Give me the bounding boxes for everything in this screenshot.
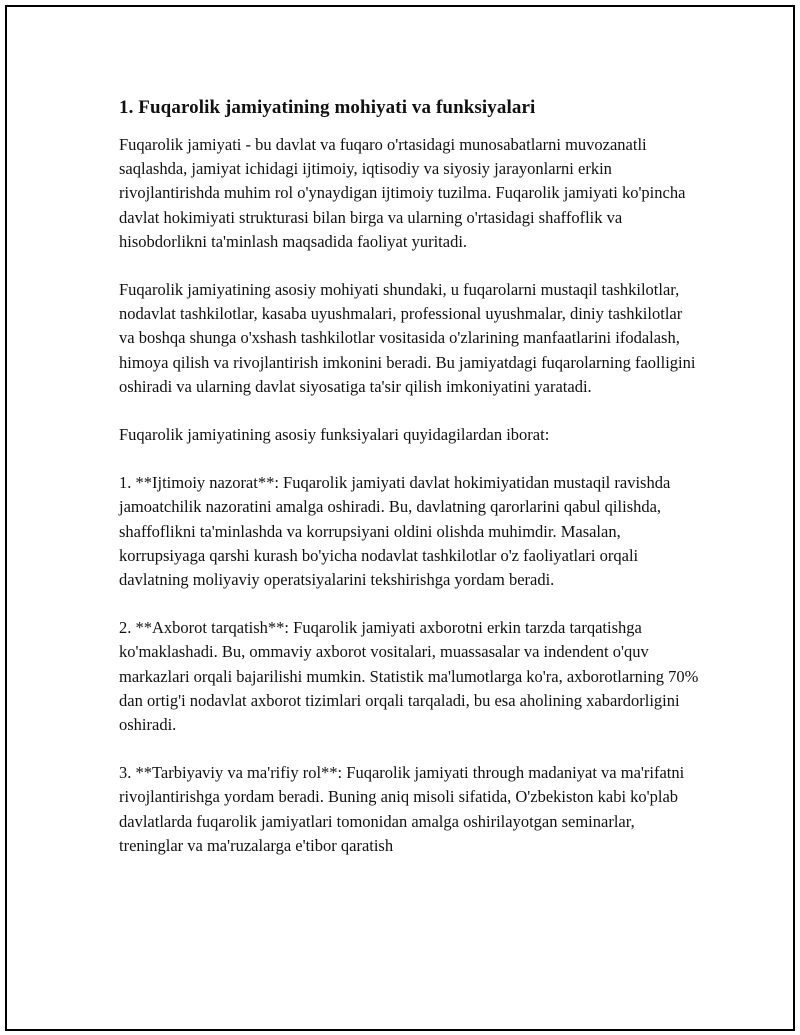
paragraph-function-education: 3. **Tarbiyaviy va ma'rifiy rol**: Fuqarolik jamiyati through madaniyat va ma'rifatni rivojlantirishga yordam beradi. Buning aniq misoli sifatida, O'zbekiston kabi ko'plab davlatlarda fuqarolik jamiyatlari tomonidan amalga oshirilayotgan seminarlar, treninglar va ma'ruzalarga e'tibor qaratish xyxy=(119,763,685,855)
paragraph-function-information: 2. **Axborot tarqatish**: Fuqarolik jamiyati axborotni erkin tarzda tarqatishga ko'maklashadi. Bu, ommaviy axborot vositalari, muassasalar va indendent o'quv markazlari orqali bajarilishi mumkin. Statistik ma'lumotlarga ko'ra, axborotlarning 70% dan ortig'i nodavlat axborot tizimlari orqali tarqaladi, bu esa aholining xabardorligini oshiradi. xyxy=(119,618,699,735)
paragraph-functions-intro: Fuqarolik jamiyatining asosiy funksiyalari quyidagilardan iborat: xyxy=(119,425,550,445)
document-body xyxy=(119,95,699,882)
paragraph-definition: Fuqarolik jamiyati - bu davlat va fuqaro o'rtasidagi munosabatlarni muvozanatli saqlashda, jamiyat ichidagi ijtimoiy, iqtisodiy va siyosiy jarayonlarni erkin rivojlantirishda muhim rol o'ynaydigan ijtimoiy tuzilma. Fuqarolik jamiyati ko'pincha davlat hokimiyati strukturasi bilan birga va ularning o'rtasidagi shaffoflik va hisobdorlikni ta'minlash maqsadida faoliyat yuritadi. xyxy=(119,135,686,251)
section-heading: 1. Fuqarolik jamiyatining mohiyati va funksiyalari xyxy=(119,97,536,118)
paragraph-function-social-control: 1. **Ijtimoiy nazorat**: Fuqarolik jamiyati davlat hokimiyatidan mustaqil ravishda jamoatchilik nazoratini amalga oshiradi. Bu, davlatning qarorlarini qabul qilishda, shaffoflikni ta'minlashda va korrupsiyani oldini olishda muhimdir. Masalan, korrupsiyaga qarshi kurash bo'yicha nodavlat tashkilotlar o'z faoliyatlari orqali davlatning moliyaviy operatsiyalarini tekshirishga yordam beradi. xyxy=(119,473,671,590)
paragraph-essence: Fuqarolik jamiyatining asosiy mohiyati shundaki, u fuqarolarni mustaqil tashkilotlar, nodavlat tashkilotlar, kasaba uyushmalari, professional uyushmalar, diniy tashkilotlar va boshqa shunga o'xshash tashkilotlar vositasida o'zlarining manfaatlarini ifodalash, himoya qilish va rivojlantirish imkonini beradi. Bu jamiyatdagi fuqarolarning faolligini oshiradi va ularning davlat siyosatiga ta'sir qilish imkoniyatini yaratadi. xyxy=(119,280,696,396)
document-page xyxy=(5,5,795,1031)
